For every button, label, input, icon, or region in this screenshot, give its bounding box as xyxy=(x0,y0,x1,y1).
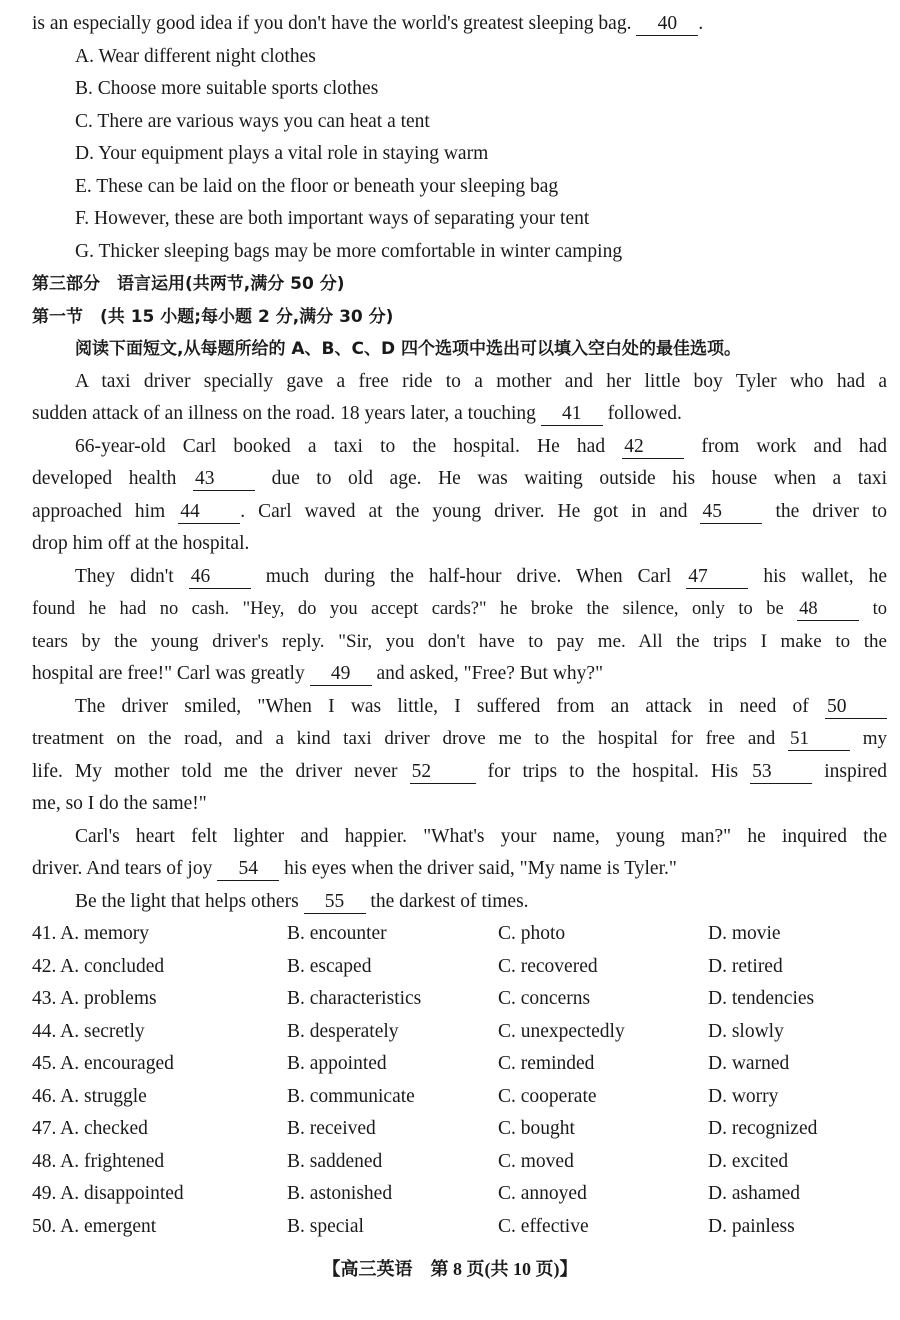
passage-text: tears by the young driver's reply. "Sir, you don't have to pay me. All the trips I make to the xyxy=(32,630,887,652)
passage-text: driver. And tears of joy xyxy=(32,858,213,879)
blank-50: 50 xyxy=(825,696,887,719)
question-row-50 xyxy=(32,1211,892,1244)
choice-b: B. received xyxy=(287,1118,376,1139)
blank-53: 53 xyxy=(750,761,812,784)
choice-a: 46. A. struggle xyxy=(32,1085,147,1107)
section-instruction: 阅读下面短文,从每题所给的 A、B、C、D 四个选项中选出可以填入空白处的最佳选项。 xyxy=(75,339,741,359)
question-row-48 xyxy=(32,1146,892,1179)
blank-42: 42 xyxy=(622,436,684,459)
choice-b: B. appointed xyxy=(287,1053,387,1074)
passage-text: for trips to the hospital. His xyxy=(487,760,739,782)
section-sub-heading: 第一节 (共 15 小题;每小题 2 分,满分 30 分) xyxy=(32,306,394,327)
passage-text: hospital are free!" Carl was greatly xyxy=(32,663,305,684)
passage-line-3 xyxy=(75,431,887,464)
option-f: F. However, these are both important ways of separating your tent xyxy=(75,208,590,229)
choice-b: B. escaped xyxy=(287,955,372,977)
previous-passage-period: . xyxy=(698,13,704,34)
choice-c: C. concerns xyxy=(498,988,591,1009)
choice-d: D. painless xyxy=(708,1215,795,1237)
passage-text: 66-year-old Carl booked a taxi to the hospital. He had xyxy=(75,435,606,457)
passage-line-11 xyxy=(75,691,887,724)
passage-text: treatment on the road, and a kind taxi driver drove me to the hospital for free and xyxy=(32,728,776,749)
passage-line-6: drop him off at the hospital. xyxy=(32,533,250,554)
choice-a: 42. A. concluded xyxy=(32,955,165,977)
choice-b: B. communicate xyxy=(287,1085,415,1107)
passage-text: . Carl waved at the young driver. He got in and xyxy=(240,500,688,522)
passage-text: developed health xyxy=(32,468,177,489)
option-g: G. Thicker sleeping bags may be more comfortable in winter camping xyxy=(75,240,623,262)
passage-text: the darkest of times. xyxy=(370,890,529,912)
passage-text: and asked, "Free? But why?" xyxy=(376,663,604,684)
passage-text: to xyxy=(872,599,888,619)
passage-text: The driver smiled, "When I was little, I suffered from an attack in need of xyxy=(75,695,809,717)
passage-line-15 xyxy=(75,821,887,854)
choice-c: C. unexpectedly xyxy=(498,1020,625,1042)
passage-text: They didn't xyxy=(75,565,174,587)
option-b: B. Choose more suitable sports clothes xyxy=(75,78,379,99)
question-row-45 xyxy=(32,1048,892,1081)
section-part-heading: 第三部分 语言运用(共两节,满分 50 分) xyxy=(32,274,345,294)
choice-d: D. recognized xyxy=(708,1118,818,1139)
choice-c: C. recovered xyxy=(498,955,598,977)
choice-c: C. cooperate xyxy=(498,1085,597,1107)
previous-passage-text: is an especially good idea if you don't have the world's greatest sleeping bag. xyxy=(32,13,632,34)
blank-49: 49 xyxy=(310,663,372,686)
choice-a: 49. A. disappointed xyxy=(32,1183,184,1204)
passage-text: inspired xyxy=(824,760,888,782)
passage-text: Carl's heart felt lighter and happier. "What's your name, young man?" he inquired the xyxy=(75,825,887,847)
passage-text: the driver to xyxy=(775,500,888,522)
passage-line-14: me, so I do the same!" xyxy=(32,793,207,814)
passage-line-13 xyxy=(32,756,887,789)
passage-text: followed. xyxy=(607,403,682,424)
blank-47: 47 xyxy=(686,566,748,589)
question-row-41 xyxy=(32,918,892,951)
choice-a: 45. A. encouraged xyxy=(32,1053,174,1074)
question-row-44 xyxy=(32,1016,892,1049)
blank-43: 43 xyxy=(193,468,255,491)
question-row-47 xyxy=(32,1113,892,1146)
choice-c: C. photo xyxy=(498,923,566,944)
option-e: E. These can be laid on the floor or beneath your sleeping bag xyxy=(75,175,559,197)
choice-d: D. ashamed xyxy=(708,1183,801,1204)
blank-44: 44 xyxy=(178,501,240,524)
question-row-49 xyxy=(32,1178,892,1211)
passage-text: Be the light that helps others xyxy=(75,890,299,912)
question-row-43 xyxy=(32,983,892,1016)
blank-46: 46 xyxy=(189,566,251,589)
choice-d: D. excited xyxy=(708,1150,789,1172)
passage-text: sudden attack of an illness on the road. 18 years later, a touching xyxy=(32,403,536,424)
choice-c: C. reminded xyxy=(498,1053,595,1074)
passage-line-1 xyxy=(75,366,887,399)
question-row-46 xyxy=(32,1081,892,1114)
passage-line-5 xyxy=(32,496,887,529)
passage-line-16 xyxy=(32,853,887,886)
passage-text: his wallet, he xyxy=(763,565,888,587)
passage-line-7 xyxy=(75,561,887,594)
choice-a: 47. A. checked xyxy=(32,1118,148,1139)
choice-a: 41. A. memory xyxy=(32,923,149,944)
passage-text: my xyxy=(862,728,888,749)
choice-c: C. annoyed xyxy=(498,1183,587,1204)
choice-d: D. worry xyxy=(708,1085,779,1107)
choice-b: B. astonished xyxy=(287,1183,393,1204)
choice-d: D. retired xyxy=(708,955,783,977)
choice-b: B. special xyxy=(287,1215,364,1237)
passage-line-10 xyxy=(32,658,887,691)
option-d: D. Your equipment plays a vital role in staying warm xyxy=(75,143,489,164)
choice-a: 48. A. frightened xyxy=(32,1150,165,1172)
choice-d: D. movie xyxy=(708,923,781,944)
choice-c: C. bought xyxy=(498,1118,575,1139)
passage-text: approached him xyxy=(32,500,166,522)
passage-text: found he had no cash. "Hey, do you accept cards?" he broke the silence, only to be xyxy=(32,599,784,619)
choice-a: 44. A. secretly xyxy=(32,1020,145,1042)
passage-text: due to old age. He was waiting outside his house when a taxi xyxy=(271,468,888,489)
passage-line-17 xyxy=(75,886,887,919)
passage-line-9 xyxy=(32,626,887,659)
blank-41: 41 xyxy=(541,403,603,426)
option-c: C. There are various ways you can heat a tent xyxy=(75,110,430,132)
passage-line-8 xyxy=(32,593,887,626)
choice-c: C. effective xyxy=(498,1215,589,1237)
blank-55: 55 xyxy=(304,891,366,914)
passage-text: his eyes when the driver said, "My name is Tyler." xyxy=(284,858,677,879)
blank-52: 52 xyxy=(410,761,476,784)
choice-a: 43. A. problems xyxy=(32,988,157,1009)
blank-45: 45 xyxy=(700,501,762,524)
choice-c: C. moved xyxy=(498,1150,574,1172)
choice-a: 50. A. emergent xyxy=(32,1215,157,1237)
choice-b: B. encounter xyxy=(287,923,387,944)
blank-48: 48 xyxy=(797,598,859,621)
choice-b: B. characteristics xyxy=(287,988,422,1009)
question-row-42 xyxy=(32,951,892,984)
previous-passage-line xyxy=(32,8,887,41)
passage-line-12 xyxy=(32,723,887,756)
passage-line-4 xyxy=(32,463,887,496)
choice-d: D. tendencies xyxy=(708,988,815,1009)
page-footer: 【高三英语 第 8 页(共 10 页)】 xyxy=(322,1259,578,1279)
choice-d: D. warned xyxy=(708,1053,790,1074)
passage-text: much during the half-hour drive. When Carl xyxy=(265,565,672,587)
choice-b: B. saddened xyxy=(287,1150,383,1172)
choice-b: B. desperately xyxy=(287,1020,399,1042)
blank-40: 40 xyxy=(636,13,698,36)
blank-54: 54 xyxy=(217,858,279,881)
passage-line-2 xyxy=(32,398,887,431)
passage-text: life. My mother told me the driver never xyxy=(32,760,398,782)
passage-text: A taxi driver specially gave a free ride to a mother and her little boy Tyler who had a xyxy=(75,370,887,392)
choice-d: D. slowly xyxy=(708,1020,784,1042)
blank-51: 51 xyxy=(788,728,850,751)
passage-text: from work and had xyxy=(701,435,887,457)
option-a: A. Wear different night clothes xyxy=(75,45,316,67)
